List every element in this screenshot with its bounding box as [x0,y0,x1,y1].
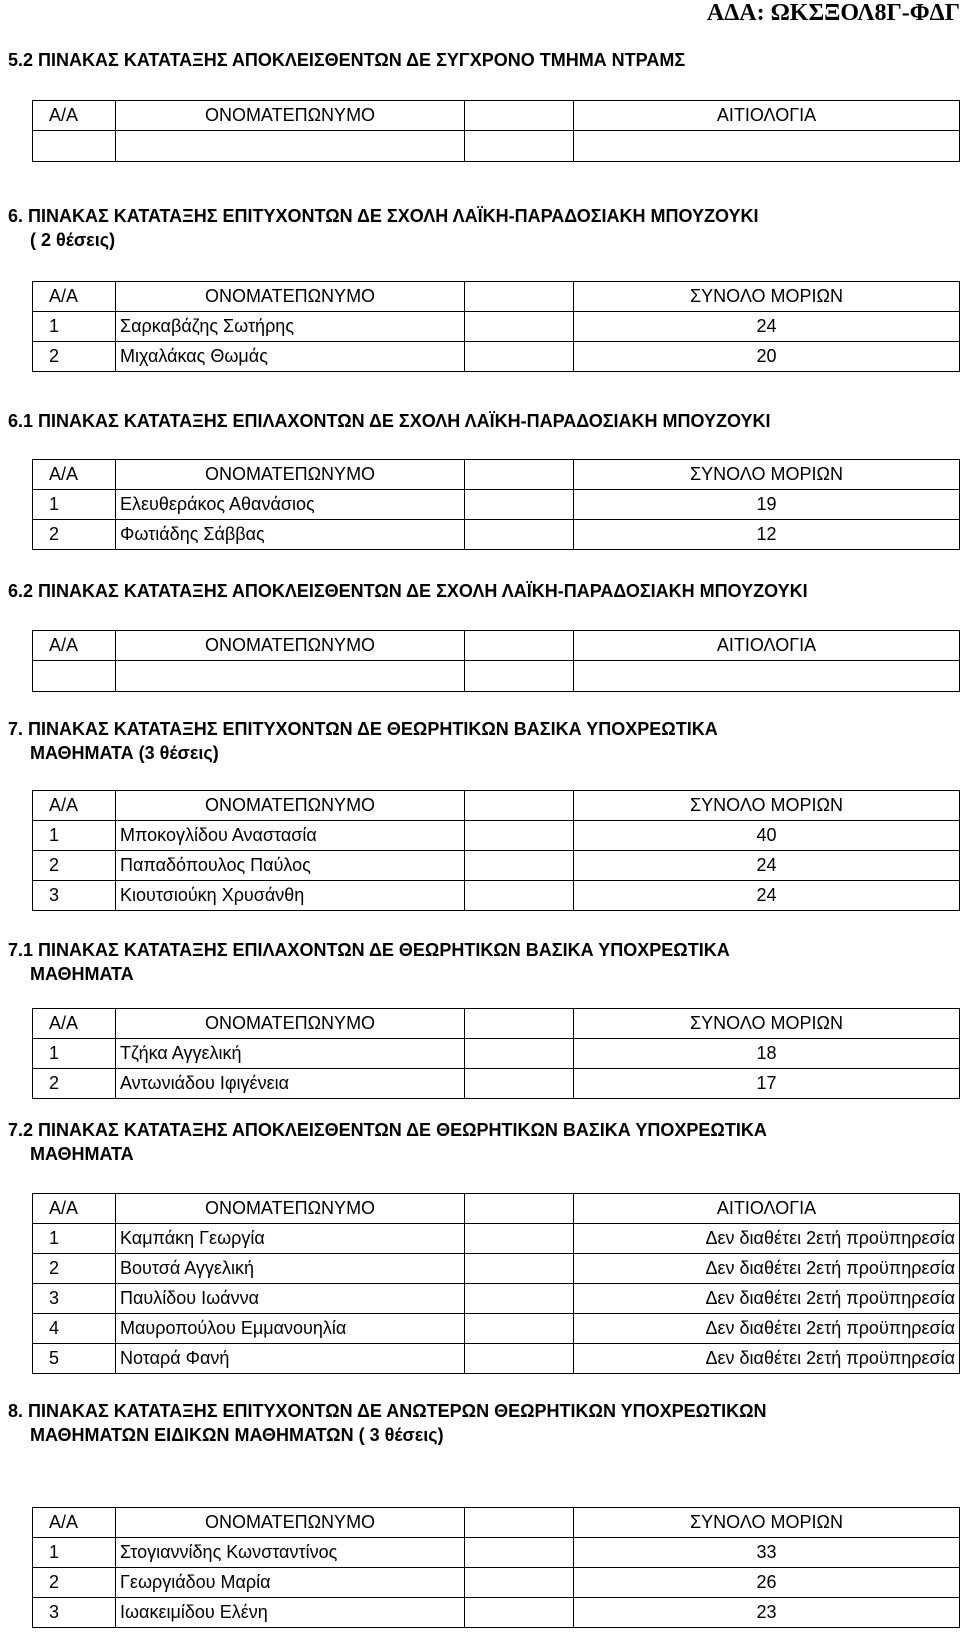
section-7-1-title [8,938,958,986]
row-aa: 4 [33,1314,116,1344]
empty-cell [574,131,960,162]
section-5-2-title: 5.2 ΠΙΝΑΚΑΣ ΚΑΤΑΤΑΞΗΣ ΑΠΟΚΛΕΙΣΘΕΝΤΩΝ ΔΕ ΣΥΓΧΡΟΝΟ ΤΜΗΜΑ ΝΤΡΑΜΣ [8,50,686,70]
empty-cell [33,661,116,692]
row-aa: 1 [33,1039,116,1069]
table-row [33,1039,960,1069]
row-spacer [465,1598,574,1628]
row-aa: 5 [33,1344,116,1374]
row-name: Κιουτσιούκη Χρυσάνθη [116,881,465,911]
section-7-title-line1: 7. ΠΙΝΑΚΑΣ ΚΑΤΑΤΑΞΗΣ ΕΠΙΤΥΧΟΝΤΩΝ ΔΕ ΘΕΩΡΗΤΙΚΩΝ ΒΑΣΙΚΑ ΥΠΟΧΡΕΩΤΙΚΑ [8,719,718,739]
section-7-title [8,717,958,765]
row-score: 26 [574,1568,960,1598]
col-score-header: ΣΥΝΟΛΟ ΜΟΡΙΩΝ [574,1508,960,1538]
row-score: 24 [574,881,960,911]
col-spacer [465,631,574,661]
section-7-2-table [32,1193,960,1374]
table-header-row [33,101,960,131]
section-7-1-title-line1: 7.1 ΠΙΝΑΚΑΣ ΚΑΤΑΤΑΞΗΣ ΕΠΙΛΑΧΟΝΤΩΝ ΔΕ ΘΕΩΡΗΤΙΚΩΝ ΒΑΣΙΚΑ ΥΠΟΧΡΕΩΤΙΚΑ [8,940,730,960]
col-spacer [465,791,574,821]
row-name: Τζήκα Αγγελική [116,1039,465,1069]
row-spacer [465,1568,574,1598]
row-name: Νοταρά Φανή [116,1344,465,1374]
table-header-row [33,1194,960,1224]
empty-row [33,131,960,162]
section-6-table [32,281,960,372]
row-reason: Δεν διαθέτει 2ετή προϋπηρεσία [574,1284,960,1314]
empty-cell [116,131,465,162]
col-reason-header: ΑΙΤΙΟΛΟΓΙΑ [574,631,960,661]
row-aa: 3 [33,881,116,911]
table-row [33,342,960,372]
empty-cell [116,661,465,692]
col-name-header: ΟΝΟΜΑΤΕΠΩΝΥΜΟ [116,1508,465,1538]
section-6-2-table [32,630,960,692]
row-spacer [465,1538,574,1568]
col-aa-header: Α/Α [33,791,116,821]
row-name: Μποκογλίδου Αναστασία [116,821,465,851]
row-spacer [465,1314,574,1344]
col-reason-header: ΑΙΤΙΟΛΟΓΙΑ [574,1194,960,1224]
row-aa: 2 [33,1069,116,1099]
col-spacer [465,101,574,131]
col-spacer [465,1009,574,1039]
row-aa: 1 [33,1538,116,1568]
row-spacer [465,881,574,911]
row-score: 24 [574,851,960,881]
table-row [33,1314,960,1344]
row-name: Παπαδόπουλος Παύλος [116,851,465,881]
section-8-title-line1: 8. ΠΙΝΑΚΑΣ ΚΑΤΑΤΑΞΗΣ ΕΠΙΤΥΧΟΝΤΩΝ ΔΕ ΑΝΩΤΕΡΩΝ ΘΕΩΡΗΤΙΚΩΝ ΥΠΟΧΡΕΩΤΙΚΩΝ [8,1401,767,1421]
row-name: Σαρκαβάζης Σωτήρης [116,312,465,342]
row-spacer [465,312,574,342]
col-spacer [465,1194,574,1224]
row-spacer [465,1344,574,1374]
row-reason: Δεν διαθέτει 2ετή προϋπηρεσία [574,1224,960,1254]
section-6-1-title: 6.1 ΠΙΝΑΚΑΣ ΚΑΤΑΤΑΞΗΣ ΕΠΙΛΑΧΟΝΤΩΝ ΔΕ ΣΧΟΛΗ ΛΑΪΚΗ-ΠΑΡΑΔΟΣΙΑΚΗ ΜΠΟΥΖΟΥΚΙ [8,411,771,431]
table-row [33,1069,960,1099]
table-header-row [33,460,960,490]
section-6-title-line1: 6. ΠΙΝΑΚΑΣ ΚΑΤΑΤΑΞΗΣ ΕΠΙΤΥΧΟΝΤΩΝ ΔΕ ΣΧΟΛΗ ΛΑΪΚΗ-ΠΑΡΑΔΟΣΙΑΚΗ ΜΠΟΥΖΟΥΚΙ [8,206,759,226]
table-row [33,1284,960,1314]
row-score: 19 [574,490,960,520]
empty-cell [465,131,574,162]
col-aa-header: Α/Α [33,282,116,312]
col-spacer [465,1508,574,1538]
row-name: Ιωακειμίδου Ελένη [116,1598,465,1628]
table-header-row [33,1009,960,1039]
section-7-1-table [32,1008,960,1099]
row-spacer [465,851,574,881]
row-aa: 2 [33,851,116,881]
row-score: 12 [574,520,960,550]
row-aa: 2 [33,520,116,550]
row-score: 17 [574,1069,960,1099]
empty-cell [574,661,960,692]
section-7-2-title-line1: 7.2 ΠΙΝΑΚΑΣ ΚΑΤΑΤΑΞΗΣ ΑΠΟΚΛΕΙΣΘΕΝΤΩΝ ΔΕ ΘΕΩΡΗΤΙΚΩΝ ΒΑΣΙΚΑ ΥΠΟΧΡΕΩΤΙΚΑ [8,1120,767,1140]
section-7-title-line2: ΜΑΘΗΜΑΤΑ (3 θέσεις) [30,743,219,763]
row-aa: 1 [33,490,116,520]
table-row [33,312,960,342]
row-aa: 1 [33,821,116,851]
table-row [33,520,960,550]
row-spacer [465,520,574,550]
row-spacer [465,821,574,851]
col-aa-header: Α/Α [33,631,116,661]
col-name-header: ΟΝΟΜΑΤΕΠΩΝΥΜΟ [116,460,465,490]
section-8-title-line2: ΜΑΘΗΜΑΤΩΝ ΕΙΔΙΚΩΝ ΜΑΘΗΜΑΤΩΝ ( 3 θέσεις) [30,1425,444,1445]
table-row [33,1224,960,1254]
row-score: 24 [574,312,960,342]
table-row [33,851,960,881]
row-spacer [465,1254,574,1284]
col-name-header: ΟΝΟΜΑΤΕΠΩΝΥΜΟ [116,282,465,312]
row-spacer [465,1284,574,1314]
table-header-row [33,791,960,821]
row-reason: Δεν διαθέτει 2ετή προϋπηρεσία [574,1344,960,1374]
col-name-header: ΟΝΟΜΑΤΕΠΩΝΥΜΟ [116,1009,465,1039]
row-reason: Δεν διαθέτει 2ετή προϋπηρεσία [574,1254,960,1284]
row-name: Γεωργιάδου Μαρία [116,1568,465,1598]
col-reason-header: ΑΙΤΙΟΛΟΓΙΑ [574,101,960,131]
col-score-header: ΣΥΝΟΛΟ ΜΟΡΙΩΝ [574,1009,960,1039]
row-name: Φωτιάδης Σάββας [116,520,465,550]
row-score: 18 [574,1039,960,1069]
row-aa: 1 [33,1224,116,1254]
row-name: Μιχαλάκας Θωμάς [116,342,465,372]
section-6-2-title: 6.2 ΠΙΝΑΚΑΣ ΚΑΤΑΤΑΞΗΣ ΑΠΟΚΛΕΙΣΘΕΝΤΩΝ ΔΕ ΣΧΟΛΗ ΛΑΪΚΗ-ΠΑΡΑΔΟΣΙΑΚΗ ΜΠΟΥΖΟΥΚΙ [8,581,808,601]
table-row [33,881,960,911]
col-name-header: ΟΝΟΜΑΤΕΠΩΝΥΜΟ [116,1194,465,1224]
row-aa: 3 [33,1284,116,1314]
col-aa-header: Α/Α [33,460,116,490]
col-aa-header: Α/Α [33,1194,116,1224]
table-row [33,1344,960,1374]
empty-cell [465,661,574,692]
row-aa: 3 [33,1598,116,1628]
row-score: 20 [574,342,960,372]
col-aa-header: Α/Α [33,1009,116,1039]
col-aa-header: Α/Α [33,101,116,131]
col-score-header: ΣΥΝΟΛΟ ΜΟΡΙΩΝ [574,282,960,312]
section-6-title [8,204,958,252]
col-spacer [465,282,574,312]
row-name: Παυλίδου Ιωάννα [116,1284,465,1314]
empty-row [33,661,960,692]
row-spacer [465,1069,574,1099]
section-7-1-title-line2: ΜΑΘΗΜΑΤΑ [30,964,134,984]
row-name: Ελευθεράκος Αθανάσιος [116,490,465,520]
section-8-title [8,1399,958,1447]
section-8-table [32,1507,960,1628]
col-score-header: ΣΥΝΟΛΟ ΜΟΡΙΩΝ [574,460,960,490]
section-5-2-table [32,100,960,162]
table-row [33,1254,960,1284]
row-name: Μαυροπούλου Εμμανουηλία [116,1314,465,1344]
section-7-2-title-line2: ΜΑΘΗΜΑΤΑ [30,1144,134,1164]
row-spacer [465,342,574,372]
table-row [33,1538,960,1568]
row-score: 23 [574,1598,960,1628]
table-row [33,490,960,520]
table-header-row [33,631,960,661]
table-row [33,1598,960,1628]
ada-code: ΑΔΑ: ΩΚΣΞΟΛ8Γ-ΦΔΓ [706,0,960,26]
section-7-2-title [8,1118,958,1166]
row-spacer [465,1224,574,1254]
section-7-table [32,790,960,911]
col-name-header: ΟΝΟΜΑΤΕΠΩΝΥΜΟ [116,631,465,661]
col-name-header: ΟΝΟΜΑΤΕΠΩΝΥΜΟ [116,791,465,821]
col-spacer [465,460,574,490]
table-header-row [33,1508,960,1538]
table-row [33,821,960,851]
section-6-1-table [32,459,960,550]
row-aa: 2 [33,342,116,372]
table-header-row [33,282,960,312]
row-name: Στογιαννίδης Κωνσταντίνος [116,1538,465,1568]
row-reason: Δεν διαθέτει 2ετή προϋπηρεσία [574,1314,960,1344]
row-spacer [465,1039,574,1069]
row-spacer [465,490,574,520]
table-row [33,1568,960,1598]
section-6-title-line2: ( 2 θέσεις) [30,230,116,250]
row-aa: 1 [33,312,116,342]
row-name: Βουτσά Αγγελική [116,1254,465,1284]
row-score: 33 [574,1538,960,1568]
row-name: Καμπάκη Γεωργία [116,1224,465,1254]
col-name-header: ΟΝΟΜΑΤΕΠΩΝΥΜΟ [116,101,465,131]
col-score-header: ΣΥΝΟΛΟ ΜΟΡΙΩΝ [574,791,960,821]
row-score: 40 [574,821,960,851]
row-name: Αντωνιάδου Ιφιγένεια [116,1069,465,1099]
row-aa: 2 [33,1254,116,1284]
empty-cell [33,131,116,162]
row-aa: 2 [33,1568,116,1598]
col-aa-header: Α/Α [33,1508,116,1538]
